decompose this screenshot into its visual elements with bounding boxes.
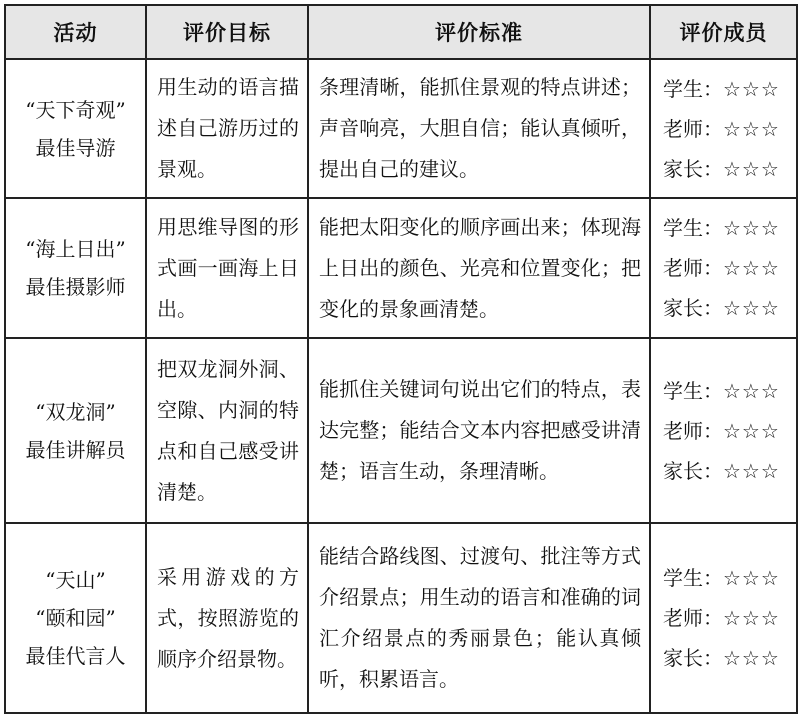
member-role: 家长： [663,156,723,181]
table-row [5,198,797,337]
member-row [663,598,796,638]
member-role: 老师： [663,256,723,281]
members-cell [650,59,797,198]
star-rating: ☆☆☆ [723,378,780,403]
member-row [663,69,796,109]
activity-line: “天山” [45,568,106,593]
activity-line: 最佳导游 [35,135,116,160]
standard-cell: 能把太阳变化的顺序画出来；体现海上日出的颜色、光亮和位置变化；把变化的景象画清楚。 [308,198,650,337]
member-role: 学生： [663,76,723,101]
standard-cell: 条理清晰，能抓住景观的特点讲述；声音响亮，大胆自信；能认真倾听，提出自己的建议。 [308,59,650,198]
goal-cell: 用生动的语言描述自己游历过的景观。 [146,59,308,198]
star-rating: ☆☆☆ [723,418,780,443]
star-rating: ☆☆☆ [723,646,780,671]
activity-cell [5,523,146,713]
star-rating: ☆☆☆ [723,458,780,483]
member-row [663,638,796,678]
header-standard: 评价标准 [308,5,650,59]
star-rating: ☆☆☆ [723,566,780,591]
member-role: 家长： [663,296,723,321]
activity-line: “天下奇观” [25,97,126,122]
member-row [663,411,796,451]
standard-cell: 能抓住关键词句说出它们的特点，表达完整；能结合文本内容把感受讲清楚；语言生动，条理清晰。 [308,338,650,524]
header-row [5,5,797,59]
star-rating: ☆☆☆ [723,116,780,141]
members-cell [650,338,797,524]
header-members: 评价成员 [650,5,797,59]
goal-cell: 把双龙洞外洞、空隙、内洞的特点和自己感受讲清楚。 [146,338,308,524]
member-role: 学生： [663,566,723,591]
goal-cell: 采用游戏的方式，按照游览的顺序介绍景物。 [146,523,308,713]
member-row [663,208,796,248]
evaluation-table [4,4,798,714]
member-row [663,558,796,598]
activity-cell [5,59,146,198]
activity-line: “颐和园” [35,606,116,631]
member-role: 学生： [663,378,723,403]
activity-line: 最佳讲解员 [25,437,126,462]
table-row [5,523,797,713]
member-role: 老师： [663,418,723,443]
member-role: 老师： [663,606,723,631]
members-cell [650,198,797,337]
activity-cell [5,198,146,337]
star-rating: ☆☆☆ [723,296,780,321]
star-rating: ☆☆☆ [723,216,780,241]
table-row [5,59,797,198]
member-role: 老师： [663,116,723,141]
star-rating: ☆☆☆ [723,156,780,181]
activity-line: 最佳代言人 [25,644,126,669]
member-row [663,109,796,149]
goal-cell: 用思维导图的形式画一画海上日出。 [146,198,308,337]
activity-line: 最佳摄影师 [25,275,126,300]
standard-cell: 能结合路线图、过渡句、批注等方式介绍景点；用生动的语言和准确的词汇介绍景点的秀丽景色；能认真倾听，积累语言。 [308,523,650,713]
header-goal: 评价目标 [146,5,308,59]
member-role: 家长： [663,458,723,483]
header-activity: 活动 [5,5,146,59]
member-row [663,149,796,189]
member-row [663,371,796,411]
activity-line: “海上日出” [25,237,126,262]
member-role: 家长： [663,646,723,671]
member-role: 学生： [663,216,723,241]
member-row [663,288,796,328]
star-rating: ☆☆☆ [723,606,780,631]
star-rating: ☆☆☆ [723,256,780,281]
member-row [663,451,796,491]
activity-line: “双龙洞” [35,399,116,424]
star-rating: ☆☆☆ [723,76,780,101]
table-row [5,338,797,524]
member-row [663,248,796,288]
activity-cell [5,338,146,524]
members-cell [650,523,797,713]
